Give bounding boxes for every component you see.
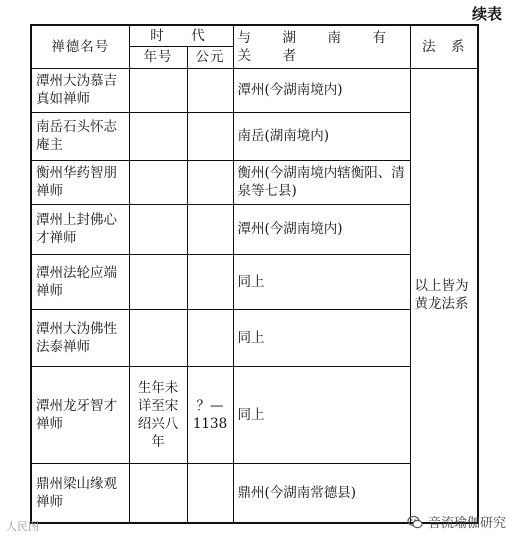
master-name: 潭州大沩佛性法泰禅师 <box>31 309 129 366</box>
header-row <box>31 25 478 46</box>
year-ce: ？—1138 <box>187 366 233 463</box>
header-year: 公元 <box>187 46 233 68</box>
year-ce <box>187 309 233 366</box>
table-caption: 续表 <box>471 5 502 23</box>
year-ce <box>187 204 233 254</box>
master-name: 衡州华药智朋禅师 <box>31 160 129 204</box>
hunan-relation: 同上 <box>233 366 410 463</box>
master-name: 鼎州梁山缘观禅师 <box>31 463 129 523</box>
master-name: 潭州法轮应端禅师 <box>31 254 129 309</box>
hunan-relation: 鼎州(今湖南常德县) <box>233 463 410 523</box>
era-name: 生年未详至宋绍兴八年 <box>129 366 187 463</box>
era-name <box>129 160 187 204</box>
master-name: 潭州大沩慕吉真如禅师 <box>31 68 129 112</box>
hunan-relation: 南岳(湖南境内) <box>233 112 410 160</box>
header-name: 禅德名号 <box>31 25 129 68</box>
era-name <box>129 112 187 160</box>
master-name: 南岳石头怀志庵主 <box>31 112 129 160</box>
era-name <box>129 204 187 254</box>
hunan-relation: 潭州(今湖南境内) <box>233 68 410 112</box>
watermark-right-text: 音流瑜伽研究 <box>427 516 506 531</box>
header-region: 与 湖 南 有 关 者 <box>233 25 410 68</box>
table-row <box>31 68 478 112</box>
header-sect: 法 系 <box>410 25 478 68</box>
zen-masters-table <box>30 24 479 524</box>
year-ce <box>187 254 233 309</box>
hunan-relation: 潭州(今湖南境内) <box>233 204 410 254</box>
hunan-relation: 同上 <box>233 309 410 366</box>
era-name <box>129 463 187 523</box>
era-name <box>129 68 187 112</box>
header-era: 时 代 <box>129 25 233 46</box>
header-era-name: 年号 <box>129 46 187 68</box>
master-name: 潭州上封佛心才禅师 <box>31 204 129 254</box>
hunan-relation: 同上 <box>233 254 410 309</box>
sect-cell: 以上皆为黄龙法系 <box>410 68 478 523</box>
wechat-icon <box>407 514 423 530</box>
year-ce <box>187 112 233 160</box>
era-name <box>129 254 187 309</box>
year-ce <box>187 160 233 204</box>
hunan-relation: 衡州(今湖南境内辖衡阳、清泉等七县) <box>233 160 410 204</box>
era-name <box>129 309 187 366</box>
master-name: 潭州龙牙智才禅师 <box>31 366 129 463</box>
year-ce <box>187 68 233 112</box>
watermark-right <box>407 512 506 531</box>
year-ce <box>187 463 233 523</box>
watermark-left: 人民图 <box>6 520 39 533</box>
